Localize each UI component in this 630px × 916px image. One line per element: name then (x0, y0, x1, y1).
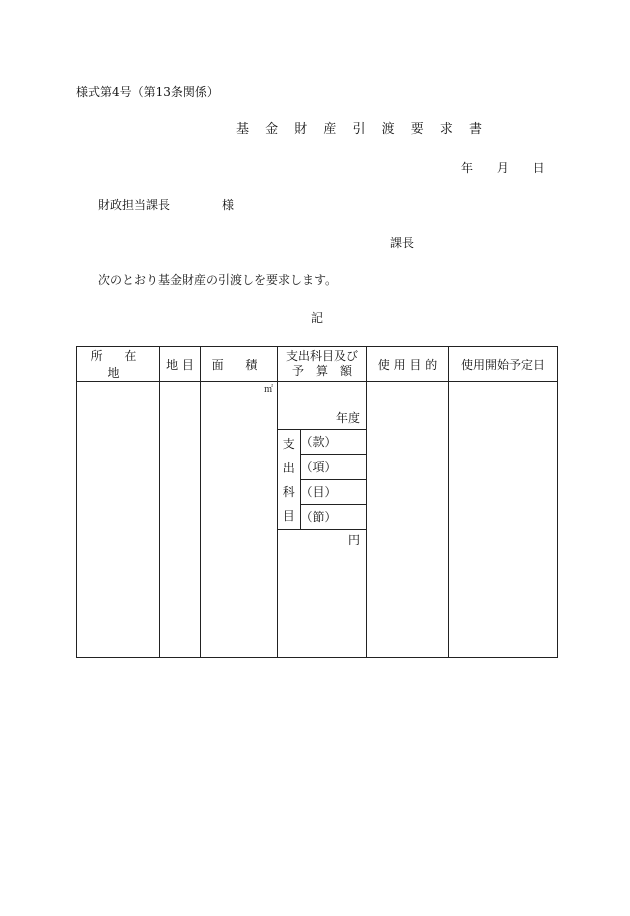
area-unit: ㎡ (263, 385, 273, 395)
cell-land-category[interactable] (160, 382, 201, 658)
table-header-row (77, 347, 558, 382)
expense-label-char-1: 支 (282, 436, 295, 451)
addressee: 財政担当課長 (98, 198, 171, 212)
expense-item-setsu-label: （節） (300, 510, 337, 524)
form-id: 様式第4号（第13条関係） (76, 85, 219, 99)
header-expense-budget-line2: 予 算 額 (291, 364, 352, 378)
expense-label-char-2: 出 (282, 460, 295, 475)
cell-start-date[interactable] (449, 382, 558, 658)
yen-label: 円 (347, 533, 360, 547)
header-area: 面 積 (201, 347, 278, 382)
fiscal-year-label: 年度 (335, 411, 360, 425)
cell-location[interactable] (77, 382, 160, 658)
header-start-date: 使用開始予定日 (449, 347, 558, 382)
cell-expense-budget[interactable] (278, 382, 367, 658)
ki-mark: 記 (311, 311, 324, 325)
expense-item-kan[interactable] (300, 430, 367, 455)
expense-item-kou[interactable] (300, 455, 367, 480)
cell-purpose[interactable] (367, 382, 449, 658)
header-expense-budget-line1: 支出科目及び (285, 349, 358, 363)
header-expense-budget (278, 347, 367, 382)
header-purpose: 使 用 目 的 (367, 347, 449, 382)
expense-item-moku[interactable] (300, 480, 367, 505)
expense-subtable (278, 429, 367, 530)
expense-item-moku-label: （目） (300, 485, 337, 499)
table-body-row (77, 382, 558, 658)
document-title: 基 金 財 産 引 渡 要 求 書 (236, 122, 489, 137)
expense-item-kan-label: （款） (300, 435, 337, 449)
date-line: 年 月 日 (461, 161, 545, 175)
header-location: 所 在 地 (77, 347, 160, 382)
expense-label-char-3: 科 (282, 484, 295, 499)
sender-title: 課長 (390, 236, 415, 250)
body-text: 次のとおり基金財産の引渡しを要求します。 (98, 273, 338, 287)
header-land-category: 地 目 (160, 347, 201, 382)
expense-item-kou-label: （項） (300, 460, 337, 474)
addressee-honorific: 様 (222, 198, 235, 212)
expense-item-setsu[interactable] (300, 505, 367, 530)
expense-label-char-4: 目 (282, 508, 295, 523)
cell-area[interactable] (201, 382, 278, 658)
request-table (76, 346, 558, 658)
expense-label-cell (278, 430, 300, 530)
expense-subitems (278, 429, 367, 529)
